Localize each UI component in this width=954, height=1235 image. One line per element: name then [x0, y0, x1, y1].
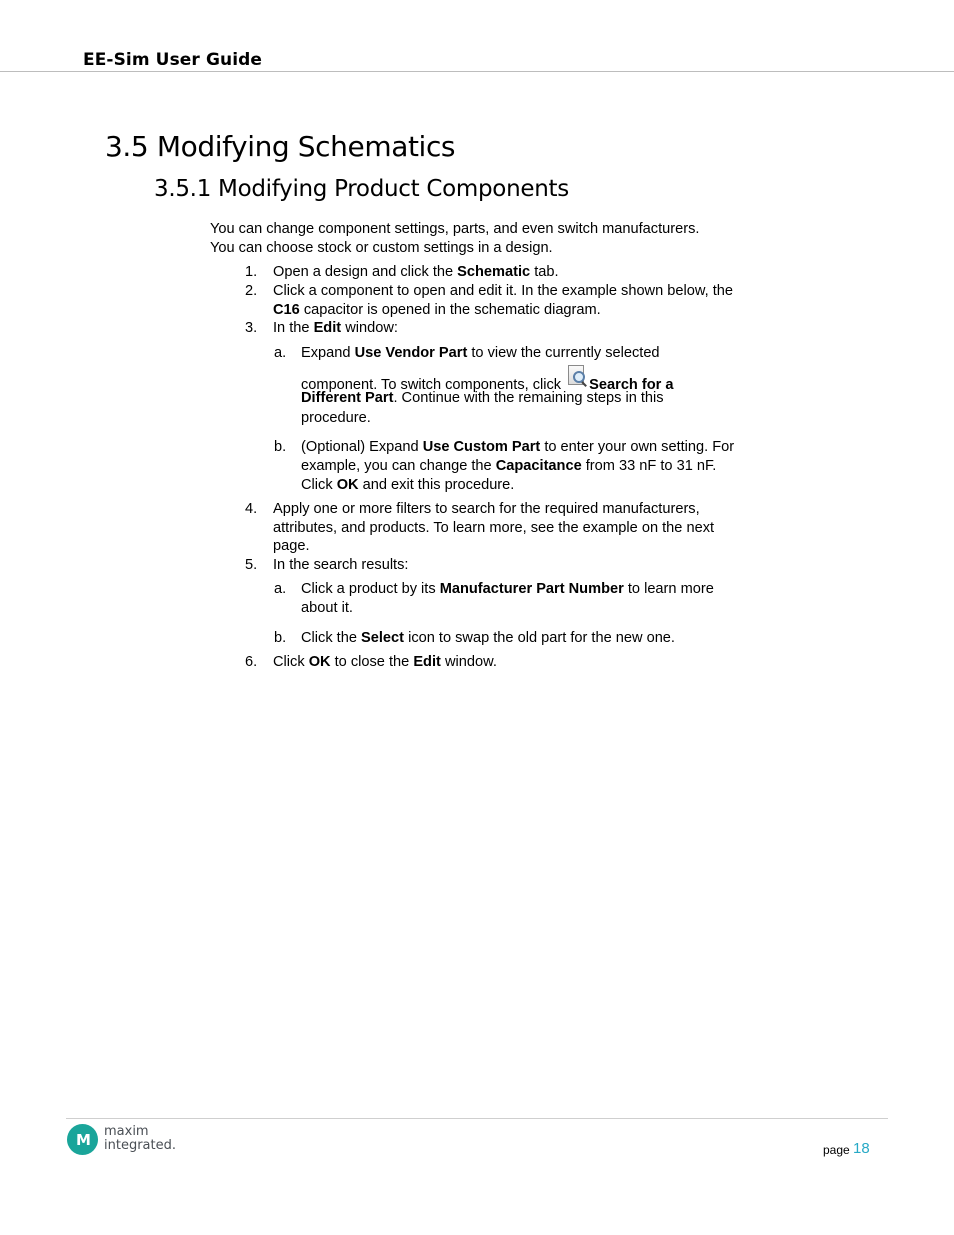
text: Open a design and click the: [273, 264, 458, 280]
step-1-text: [273, 263, 559, 282]
logo-mark-text: M: [76, 1130, 89, 1149]
text: Click: [301, 477, 337, 493]
bold-term: Use Vendor Part: [354, 345, 468, 361]
step-4-line-2: attributes, and products. To learn more, see the example on the next: [273, 520, 715, 536]
bold-term: OK: [336, 477, 359, 493]
subsection-title: 3.5.1 Modifying Product Components: [154, 176, 569, 202]
step-4-line-3: page.: [273, 538, 310, 554]
step-2-line-1: Click a component to open and edit it. In the example shown below, the: [273, 283, 733, 299]
text: to enter your own setting. For: [540, 439, 735, 455]
step-6-text: [273, 653, 497, 672]
text: icon to swap the old part for the new one.: [404, 630, 675, 646]
text: tab.: [530, 264, 559, 280]
maxim-logo-text: [104, 1125, 176, 1153]
footer-divider: [66, 1118, 888, 1119]
intro-line-1: You can change component settings, parts, and even switch manufacturers.: [210, 221, 700, 237]
text: In the: [273, 320, 314, 336]
text: Click: [273, 654, 309, 670]
step-5a-line-2: about it.: [301, 600, 353, 616]
step-number: 5.: [245, 557, 258, 573]
step-3a-line-3: [301, 389, 664, 408]
page-label: page: [823, 1143, 850, 1157]
text: capacitor is opened in the schematic diagram.: [299, 302, 601, 318]
step-number: 3.: [245, 320, 258, 336]
step-number: 2.: [245, 283, 258, 299]
header-divider: [0, 71, 954, 72]
text: to close the: [330, 654, 414, 670]
text: Click the: [301, 630, 362, 646]
step-3a-line-4: procedure.: [301, 410, 371, 426]
step-number: 6.: [245, 654, 258, 670]
step-3b-line-2: [301, 457, 716, 476]
text: to learn more: [623, 581, 714, 597]
text: example, you can change the: [301, 458, 496, 474]
substep-letter: a.: [274, 581, 287, 597]
substep-letter: a.: [274, 345, 287, 361]
bold-term: Use Custom Part: [422, 439, 541, 455]
bold-term: Search for a: [589, 377, 674, 393]
text: window.: [440, 654, 497, 670]
bold-term: Schematic: [457, 264, 531, 280]
section-title: 3.5 Modifying Schematics: [105, 130, 456, 163]
step-5b-text: [301, 629, 675, 648]
text: . Continue with the remaining steps in this: [393, 390, 664, 406]
bold-term: Edit: [413, 654, 441, 670]
step-3b-line-1: [301, 438, 734, 457]
step-number: 4.: [245, 501, 258, 517]
text: to view the currently selected: [467, 345, 660, 361]
text: Click a product by its: [301, 581, 440, 597]
text: from 33 nF to 31 nF.: [581, 458, 717, 474]
text: component. To switch components, click: [301, 377, 566, 393]
substep-letter: b.: [274, 439, 287, 455]
step-5a-line-1: [301, 580, 714, 599]
text: and exit this procedure.: [358, 477, 515, 493]
intro-line-2: You can choose stock or custom settings in a design.: [210, 240, 553, 256]
bold-term: Manufacturer Part Number: [439, 581, 624, 597]
text: (Optional) Expand: [301, 439, 423, 455]
bold-term: Different Part: [301, 390, 394, 406]
page-number: 18: [853, 1140, 870, 1157]
text: window:: [341, 320, 398, 336]
bold-term: Select: [361, 630, 405, 646]
bold-term: Edit: [313, 320, 342, 336]
step-3-text: [273, 319, 398, 338]
step-5-text: In the search results:: [273, 557, 409, 573]
bold-term: C16: [273, 302, 300, 318]
logo-line-2: integrated.: [104, 1138, 176, 1153]
step-3b-line-3: [301, 476, 514, 495]
step-4-line-1: Apply one or more filters to search for the required manufacturers,: [273, 501, 700, 517]
search-part-icon: [567, 371, 587, 391]
page-header-title: EE-Sim User Guide: [83, 50, 263, 70]
step-2-line-2: [273, 301, 601, 320]
maxim-logo-icon: [67, 1124, 98, 1155]
step-3a-line-1: [301, 344, 660, 363]
logo-line-1: maxim: [104, 1124, 149, 1139]
bold-term: OK: [308, 654, 331, 670]
bold-term: Capacitance: [495, 458, 582, 474]
text: Expand: [301, 345, 355, 361]
step-number: 1.: [245, 264, 258, 280]
icon-handle: [581, 381, 587, 387]
substep-letter: b.: [274, 630, 287, 646]
